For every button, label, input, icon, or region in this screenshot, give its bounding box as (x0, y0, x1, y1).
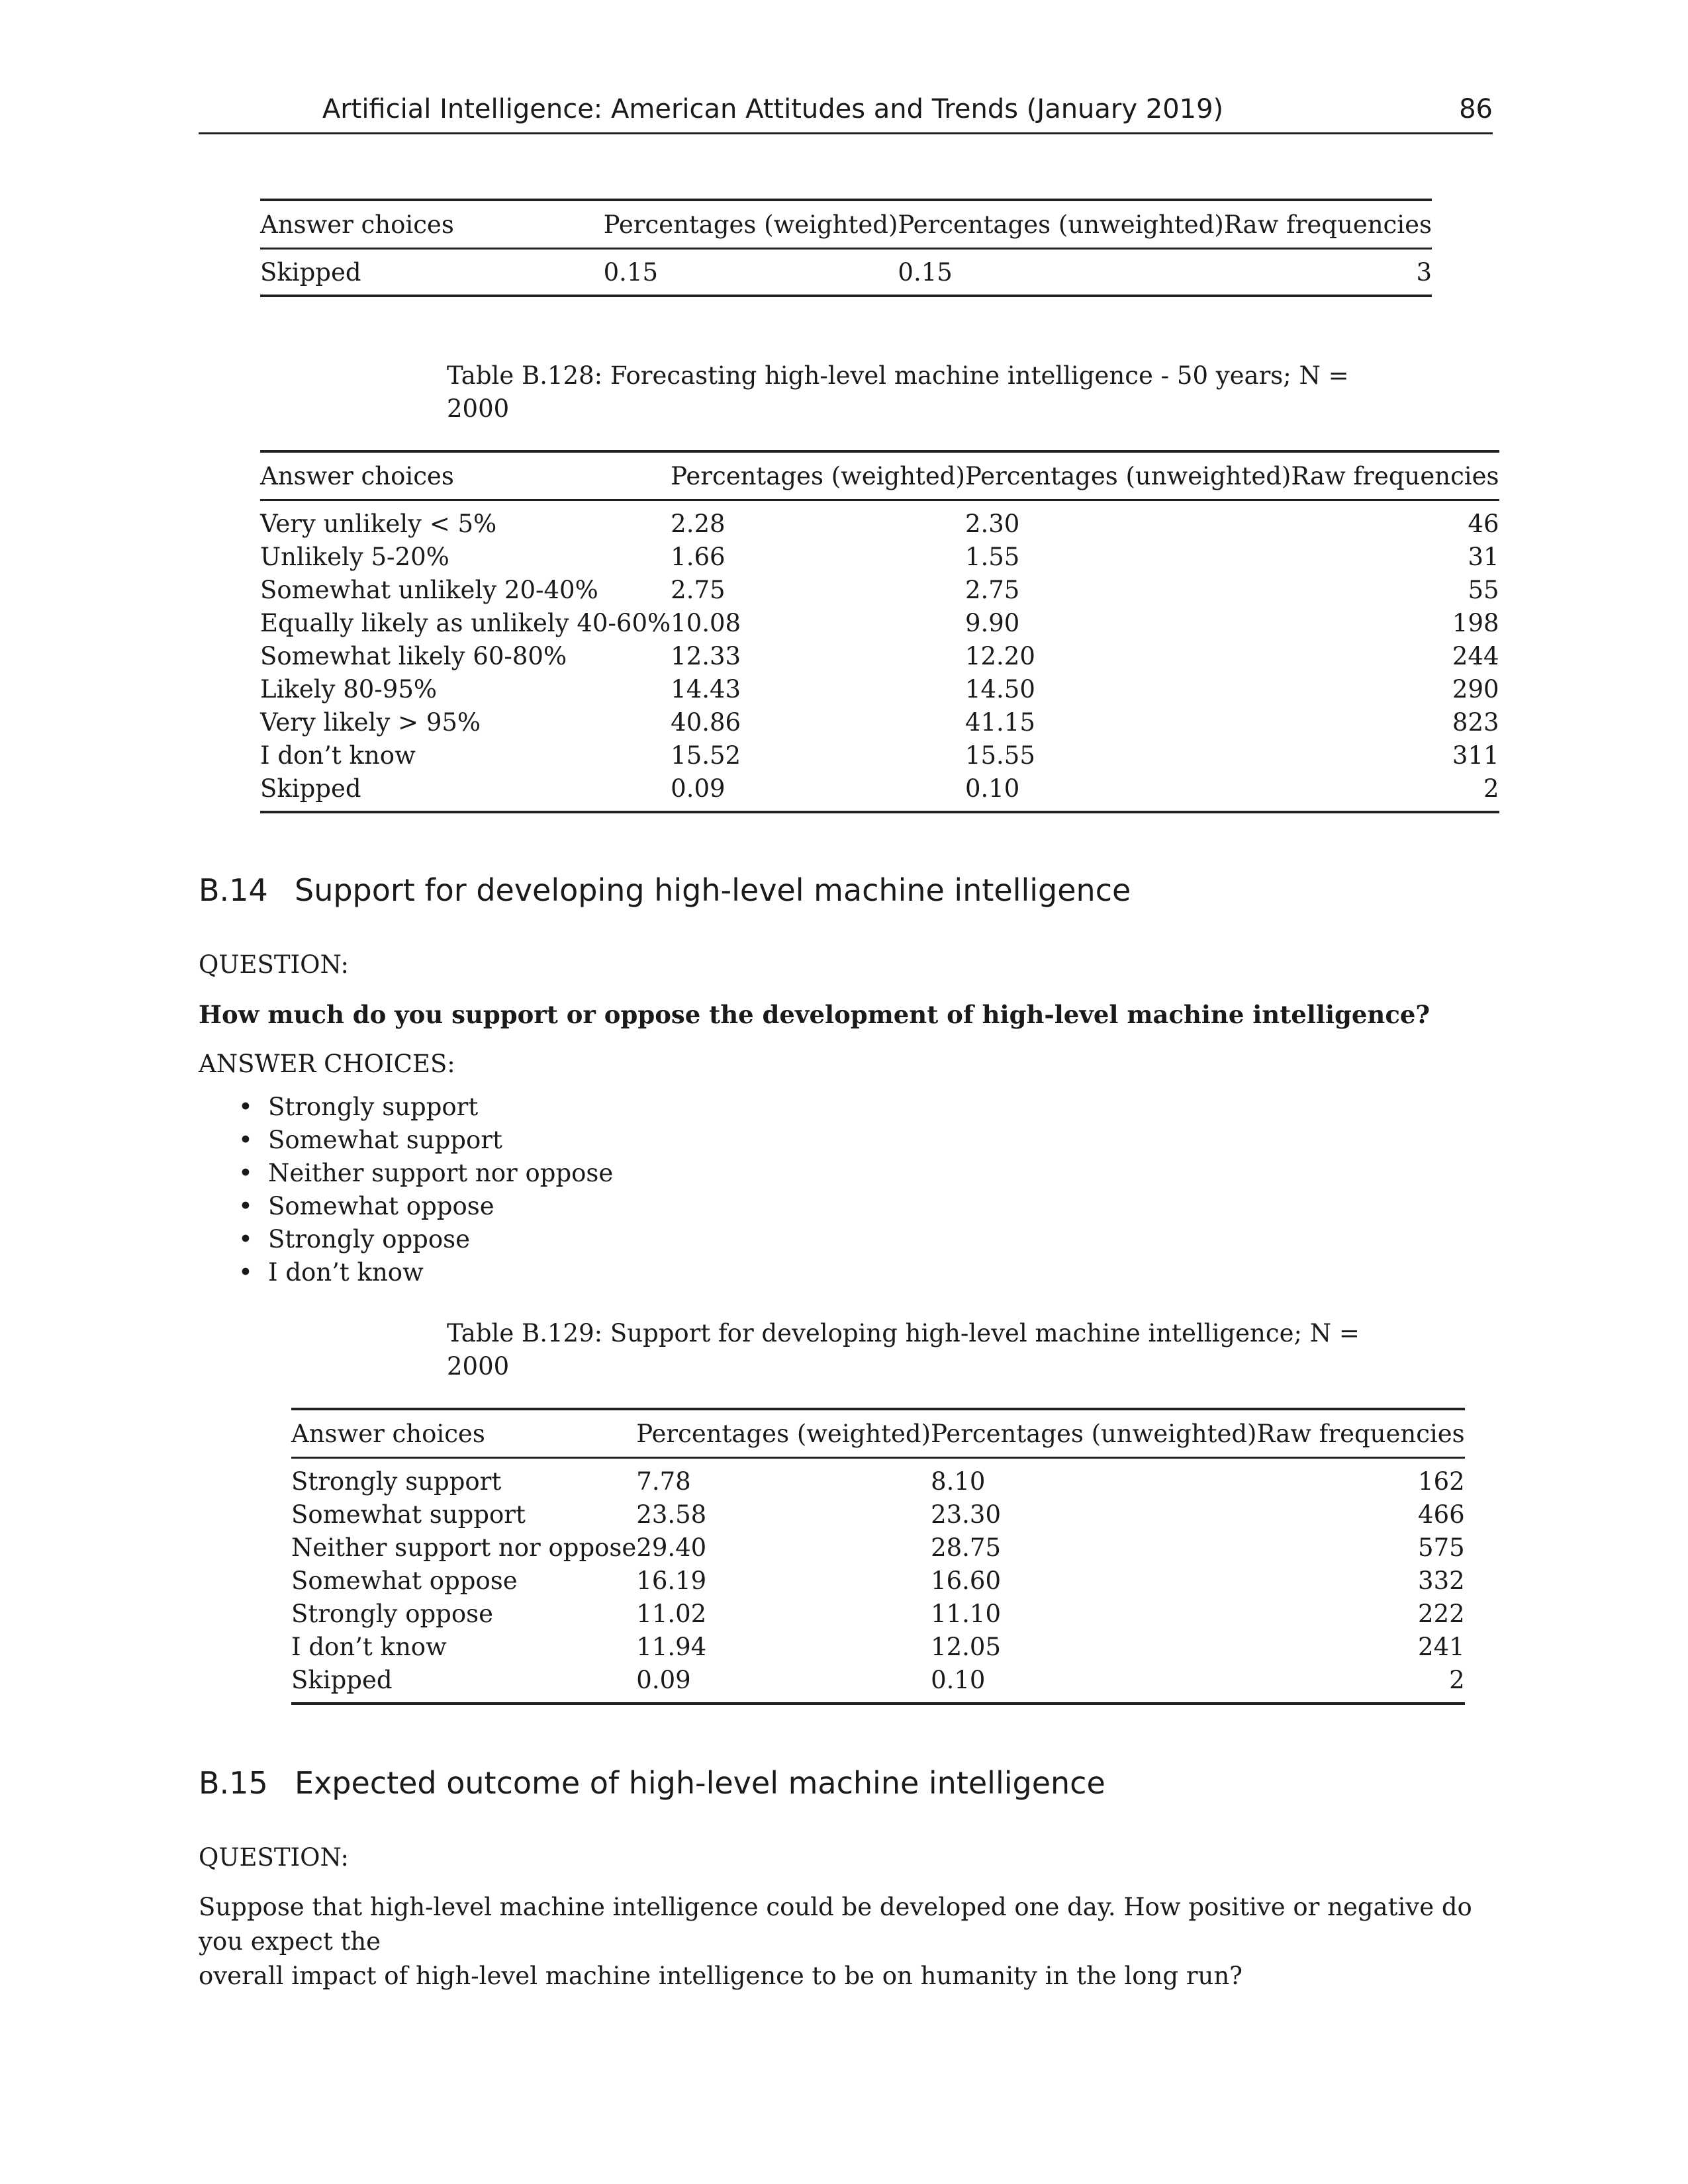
column-header: Percentages (unweighted) (965, 451, 1291, 500)
table-b129-caption (447, 1317, 1486, 1383)
table-cell: 28.75 (931, 1533, 1001, 1562)
column-header: Answer choices (291, 1409, 636, 1458)
section-heading-b14 (199, 872, 1131, 908)
column-header: Raw frequencies (1224, 200, 1432, 249)
table-cell: 2.30 (964, 510, 1020, 538)
section-title: Support for developing high-level machine intelligence (295, 872, 1131, 908)
section-title: Expected outcome of high-level machine intelligence (295, 1765, 1105, 1801)
table-cell: 0.09 (671, 772, 965, 812)
table-cell: 2 (1256, 1664, 1464, 1704)
table-row (291, 1631, 1465, 1664)
table-row (260, 640, 1499, 673)
question-text (199, 1890, 1496, 1993)
table-row (291, 1458, 1465, 1499)
table-cell: 311 (1452, 741, 1499, 770)
table-cell: Skipped (260, 249, 604, 296)
column-header: Raw frequencies (1291, 451, 1499, 500)
table-cell: 12.20 (964, 642, 1035, 670)
table-cell: 31 (1468, 543, 1499, 571)
column-header: Answer choices (260, 451, 671, 500)
list-item (238, 1223, 613, 1256)
table-cell: 222 (1418, 1600, 1465, 1628)
table-row (291, 1598, 1465, 1631)
table-row (260, 249, 1432, 296)
question-text: How much do you support or oppose the development of high-level machine intelligence? (199, 1000, 1430, 1029)
table-row (260, 500, 1499, 541)
table-cell: 0.09 (636, 1664, 931, 1704)
table-cell: Strongly support (291, 1467, 502, 1496)
table-continued (260, 199, 1432, 297)
list-item (238, 1091, 613, 1124)
table-cell: Somewhat unlikely 20-40% (260, 576, 598, 604)
page-number: 86 (1459, 94, 1493, 124)
table-row (260, 772, 1499, 812)
header-title: Artificial Intelligence: American Attitudes and Trends (January 2019) (322, 94, 1224, 124)
table-cell: 0.15 (898, 249, 1223, 296)
table-cell: Strongly oppose (291, 1600, 493, 1628)
column-header: Percentages (weighted) (671, 451, 965, 500)
column-header: Percentages (weighted) (636, 1409, 931, 1458)
table-row (291, 1664, 1465, 1704)
table-row (260, 706, 1499, 739)
list-item (238, 1256, 613, 1289)
choice-label: Neither support nor oppose (268, 1159, 614, 1187)
list-item (238, 1124, 613, 1157)
table-cell: 12.05 (931, 1633, 1001, 1661)
bullet-icon: • (238, 1192, 253, 1220)
table-header-row (291, 1409, 1465, 1458)
answer-choices-list (238, 1091, 613, 1289)
table-row (260, 739, 1499, 772)
table-cell: 162 (1418, 1467, 1465, 1496)
table-cell: 466 (1418, 1500, 1465, 1529)
question-label: QUESTION: (199, 1843, 350, 1872)
table-cell: 11.10 (931, 1600, 1001, 1628)
table-b128 (260, 450, 1499, 813)
table-cell: 244 (1452, 642, 1499, 670)
table-cell: 0.10 (965, 772, 1291, 812)
table-b129 (291, 1408, 1465, 1705)
table-cell: Skipped (291, 1664, 636, 1704)
section-heading-b15 (199, 1765, 1105, 1801)
table-cell: 198 (1452, 609, 1499, 637)
table-cell: 11.02 (636, 1600, 707, 1628)
column-header: Percentages (weighted) (604, 200, 898, 249)
question-line: Suppose that high-level machine intelligence could be developed one day. How positive or negative do you expect the (199, 1893, 1472, 1956)
bullet-icon: • (238, 1126, 253, 1154)
bullet-icon: • (238, 1225, 253, 1253)
table-cell: 241 (1418, 1633, 1465, 1661)
table-cell: 823 (1452, 708, 1499, 737)
table-row (260, 541, 1499, 574)
list-item (238, 1190, 613, 1223)
table-cell: 11.94 (636, 1633, 707, 1661)
table-cell: Very likely > 95% (260, 708, 481, 737)
table-cell: 23.30 (931, 1500, 1001, 1529)
table-cell: Skipped (260, 772, 671, 812)
column-header: Percentages (unweighted) (898, 200, 1223, 249)
table-cell: 55 (1468, 576, 1499, 604)
choice-label: Somewhat support (268, 1126, 502, 1154)
table-cell: Neither support nor oppose (291, 1533, 637, 1562)
caption-line: Table B.128: Forecasting high-level machine intelligence - 50 years; N = (447, 361, 1349, 390)
table-cell: 2.75 (671, 576, 726, 604)
choice-label: Strongly support (268, 1093, 479, 1121)
table-cell: 1.66 (671, 543, 726, 571)
table-cell: 16.60 (931, 1567, 1001, 1595)
table-cell: 40.86 (671, 708, 741, 737)
table-row (260, 607, 1499, 640)
table-cell: 15.52 (671, 741, 741, 770)
question-line: overall impact of high-level machine intelligence to be on humanity in the long run? (199, 1962, 1243, 1990)
table-cell: 7.78 (636, 1467, 691, 1496)
table-cell: 2 (1291, 772, 1499, 812)
table-row (260, 574, 1499, 607)
table-cell: 290 (1452, 675, 1499, 704)
caption-line: 2000 (447, 394, 510, 423)
table-cell: 15.55 (964, 741, 1035, 770)
table-cell: 575 (1418, 1533, 1465, 1562)
table-cell: 9.90 (964, 609, 1020, 637)
table-b128-caption (447, 359, 1486, 426)
table-cell: 1.55 (964, 543, 1020, 571)
choice-label: Strongly oppose (268, 1225, 470, 1253)
table-cell: 23.58 (636, 1500, 707, 1529)
table-cell: 332 (1418, 1567, 1465, 1595)
caption-line: 2000 (447, 1352, 510, 1381)
running-header (199, 93, 1493, 134)
caption-line: Table B.129: Support for developing high-level machine intelligence; N = (447, 1319, 1360, 1347)
table-cell: Likely 80-95% (260, 675, 438, 704)
table-header-row (260, 200, 1432, 249)
question-label: QUESTION: (199, 950, 350, 979)
table-cell: 29.40 (636, 1533, 707, 1562)
column-header: Percentages (unweighted) (931, 1409, 1256, 1458)
table-cell: 2.28 (671, 510, 726, 538)
bullet-icon: • (238, 1159, 253, 1187)
table-cell: 2.75 (964, 576, 1020, 604)
table-cell: Unlikely 5-20% (260, 543, 449, 571)
choice-label: Somewhat oppose (268, 1192, 494, 1220)
table-cell: I don’t know (260, 741, 416, 770)
table-cell: 16.19 (636, 1567, 707, 1595)
table-cell: 0.15 (604, 249, 898, 296)
section-number: B.14 (199, 872, 268, 908)
table-cell: 0.10 (931, 1664, 1256, 1704)
choice-label: I don’t know (268, 1258, 424, 1287)
table-cell: Somewhat likely 60-80% (260, 642, 567, 670)
table-cell: Somewhat oppose (291, 1567, 518, 1595)
table-cell: 12.33 (671, 642, 741, 670)
table-cell: 46 (1468, 510, 1499, 538)
table-cell: Equally likely as unlikely 40-60% (260, 609, 671, 637)
table-row (291, 1531, 1465, 1565)
table-cell: 8.10 (931, 1467, 986, 1496)
table-cell: 41.15 (964, 708, 1035, 737)
table-cell: I don’t know (291, 1633, 447, 1661)
bullet-icon: • (238, 1258, 253, 1287)
column-header: Raw frequencies (1256, 1409, 1464, 1458)
table-cell: 10.08 (671, 609, 741, 637)
table-cell: 14.50 (964, 675, 1035, 704)
table-cell: 14.43 (671, 675, 741, 704)
table-header-row (260, 451, 1499, 500)
list-item (238, 1157, 613, 1190)
table-row (291, 1565, 1465, 1598)
table-cell: Very unlikely < 5% (260, 510, 497, 538)
answer-choices-label: ANSWER CHOICES: (199, 1050, 455, 1078)
table-cell: 3 (1224, 249, 1432, 296)
table-cell: Somewhat support (291, 1500, 526, 1529)
table-row (260, 673, 1499, 706)
table-row (291, 1498, 1465, 1531)
bullet-icon: • (238, 1093, 253, 1121)
column-header: Answer choices (260, 200, 604, 249)
section-number: B.15 (199, 1765, 268, 1801)
